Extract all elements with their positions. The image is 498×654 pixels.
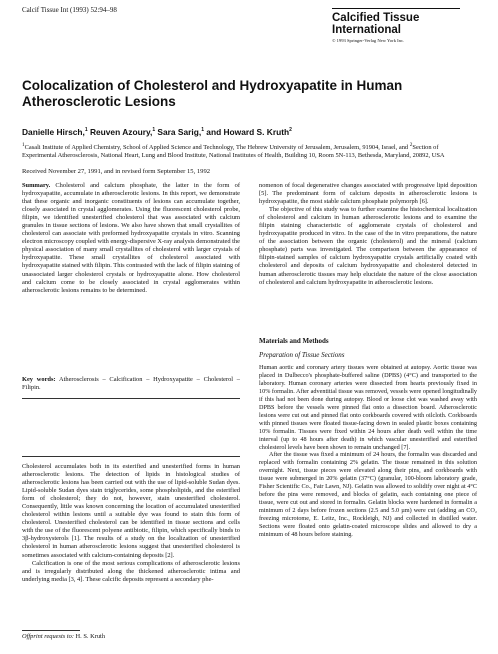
summary-abstract [22,182,240,295]
author-name: Reuven Azoury, [87,127,153,137]
article-title: Colocalization of Cholesterol and Hydroxyapatite in Human Atherosclerotic Lesions [22,78,403,109]
methods-text [259,364,477,539]
affiliation-mark: 1 [22,142,25,148]
section-heading: Materials and Methods [259,337,329,345]
subsection-heading: Preparation of Tissue Sections [259,351,345,359]
footnote [22,630,240,640]
paragraph: Calcification is one of the most serious complications of atherosclerotic lesions and is irregularly distributed along the thickened atherosclerotic intima and underlying media [3, 4]. These calcific deposits represent a secondary phe- [22,559,240,583]
keywords-text: Atherosclerosis – Calcification – Hydroxyapatite – Cholesterol – Filipin. [22,376,240,392]
affiliation-mark: 1 [201,127,204,134]
affiliation-mark: 2 [409,142,413,148]
footnote-label: Offprint requests to: [22,633,74,640]
paragraph: Human aortic and coronary artery tissues were obtained at autopsy. Aortic tissue was placed in Dulbecco's phosphate-buffered saline (DPBS) (4°C) and transported to the laboratory. Human coronary arteries were dissected from hearts previously fixed in 10% formalin. After adventitial tissue was removed, vessels were opened longitudinally if this had not been done during autopsy. Blood or loose clot was washed away with DPBS before the vessels were pinned flat onto a dissection board. Atherosclerotic lesions were cut out and pinned flat onto corkboards covered with oilcloth. Corkboards with pinned tissues were floated tissue-facing down in sealed plastic boxes containing 10% formalin. Tissues were fixed within 24 hours after death well within the time interval (up to 48 hours after death) in which vascular unesterified and esterified cholesterol levels have been shown to remain unchanged [7]. [259,364,477,451]
author-name: Sara Sarig, [155,127,202,137]
divider [22,398,240,399]
journal-name: Calcified Tissue International [332,12,420,36]
summary-label: Summary. [22,182,51,189]
introduction [22,463,240,584]
affiliation-mark: 2 [289,127,292,134]
paragraph: nomenon of focal degenerative changes associated with progressive lipid deposition [5]. The predominant form of calcium deposits in atherosclerotic lesions is hydroxyapatite, the most stable calcium phosphate polymorph [6]. [259,182,477,206]
affiliation-text: Casali Institute of Applied Chemistry, School of Applied Science and Technology, The Hebrew University of Jerusalem, Jerusalem, 91904, Israel, and [24,144,410,152]
affiliation-text: Section of Experimental Atherosclerosis, National Heart, Lung and Blood Institute, National Institutes of Health, Building 10, Room 5N-113, Bethesda, Maryland, 20892, USA [22,144,445,160]
paragraph: The objective of this study was to further examine the histochemical localization of cholesterol and calcium in human atherosclerotic lesions and to examine the filipin staining characteristic of agglomerate crystals of cholesterol and hydroxyapatite produced in vitro. In the case of the in vitro preparations, the nature of the association between the organic (cholesterol) and the mineral (calcium phosphate) parts was investigated. The comparison between the appearance of filipin-stained samples of calcium hydroxyapatite crystals artificially coated with cholesterol and deposits of calcium hydroxyapatite and cholesterol detected in human atherosclerotic tissues may help elucidate the nature of the close association of cholesterol and calcium hydroxyapatite in atherosclerotic lesions. [259,206,477,286]
affiliation-mark: 1 [84,127,88,134]
copyright-line: © 1993 Springer-Verlag New York Inc. [332,38,405,43]
received-dates: Received November 27, 1991, and in revised form September 15, 1992 [22,168,211,175]
keywords-label: Key words: [22,376,56,383]
footnote-rule [22,630,80,631]
paragraph: After the tissue was fixed a minimum of 24 hours, the formalin was discarded and replaced with formalin containing 2% gelatin. The tissue remained in this solution overnight. Next, tissue pieces were elevated along their pins, and corkboards with tissue were submerged in 20% gelatin (37°C) (granular, 100-bloom laboratory grade, Fisher Scientific Co., Fair Lawn, NJ). Gelatin was allowed to solidify over night at 4°C before the pins were removed, and blocks of gelatin, each containing one piece of tissue, were cut out and stored in formalin. Gelatin blocks were hardened in formalin a minimum of 2 days before frozen sections (2.5 and 5.0 µm) were cut (adding an CO₂ freezing microtome, E. Leitz, Inc., Rockleigh, NJ) and collected in distilled water. Sections were floated onto gelatin-coated microscope slides and allowed to dry a minimum of 48 hours before staining. [259,451,477,539]
journal-masthead [332,8,460,43]
citation-header: Calcif Tissue Int (1993) 52:94–98 [22,6,117,14]
summary-text: Cholesterol and calcium phosphate, the latter in the form of hydroxyapatite, accumulate in atherosclerotic lesions. In this report, we demonstrate that these organic and inorganic constituents of lesions can accumulate together, closely associated in crystal agglomerates. Using the fluorescent cholesterol probe, filipin, we identified unesterified cholesterol that was associated with calcium granules in tissue sections of lesions. We also have shown that small crystallites of cholesterol can associate with preformed hydroxyapatite crystals in vitro. Scanning electron microscopy coupled with energy-dispersive X-ray analysis demonstrated the physical association of many small crystallites of cholesterol with larger crystals of hydroxyapatite. These small crystallites of cholesterol associated with hydroxyapatite stained with filipin. This contrasted with the lack of filipin staining of unassociated larger cholesterol crystals or hydroxyapatite alone. How cholesterol and calcium come to be closely associated in crystal agglomerates within atherosclerotic lesions remains to be determined. [22,182,241,294]
footnote-text: H. S. Kruth [73,633,106,640]
author-name: and Howard S. Kruth [203,127,290,137]
paragraph: Cholesterol accumulates both in its esterified and unesterified forms in human atherosclerotic lesions. The detection of lipids in histological studies of atherosclerotic lesions has been carried out with the use of lipid-soluble Sudan dyes. Lipid-soluble Sudan dyes stain triglycerides, some phospholipids, and the esterified form of cholesterol; they do not, however, stain unesterified cholesterol. Consequently, little was known concerning the location of accumulated unesterified cholesterol within lesions until a suitable dye was found to stain this form of cholesterol. Unesterified cholesterol can be identified in tissue sections and cells with the use of the fluorescent polyene antibiotic, filipin, which specifically binds to 3β-hydroxysterols [1]. The results of a study on the localization of unesterified cholesterol in human atherosclerotic lesions suggest that unesterified cholesterol is sometimes associated with calcium-containing deposits [2]. [22,463,240,559]
affiliations [22,141,462,161]
affiliation-mark: 1 [152,127,156,134]
introduction-continued [259,182,477,287]
keywords [22,376,240,392]
author-name: Danielle Hirsch, [22,127,85,137]
divider [22,456,240,457]
author-list [22,127,292,137]
